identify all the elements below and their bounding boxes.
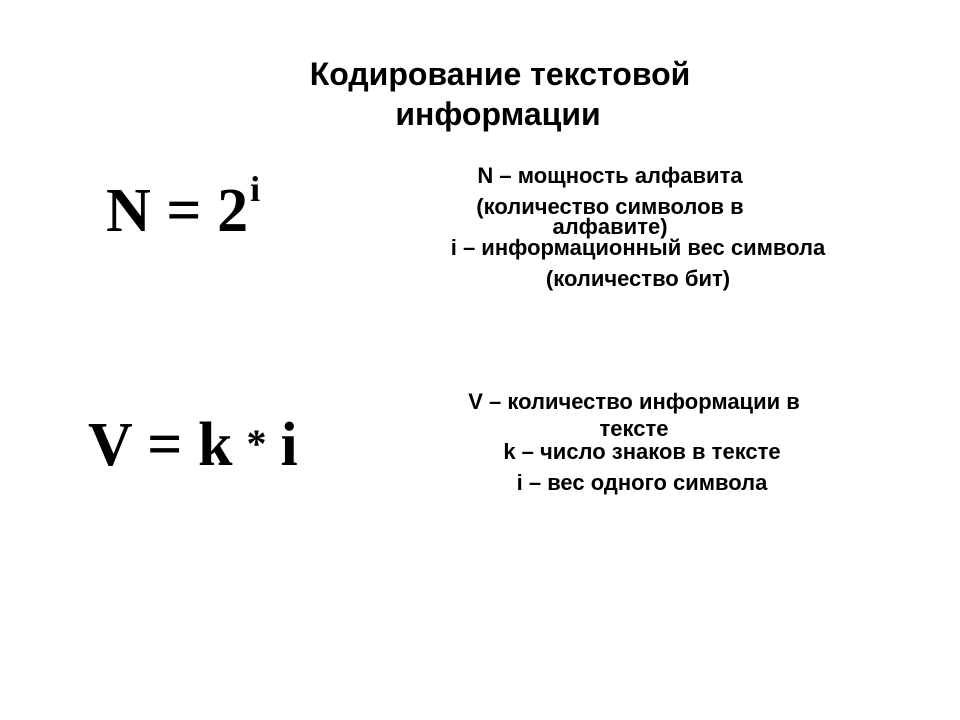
formula-power-of-two bbox=[106, 169, 261, 245]
description-i-line-2: (количество бит) bbox=[545, 266, 731, 291]
description-k-line-1: k – число знаков в тексте bbox=[503, 439, 781, 464]
formula-2-operator: * bbox=[246, 421, 267, 466]
description-i bbox=[398, 232, 878, 294]
description-k bbox=[412, 436, 872, 498]
slide-title bbox=[250, 54, 750, 134]
formula-2-right: i bbox=[280, 411, 298, 479]
formula-1-exponent: i bbox=[250, 169, 261, 209]
description-n-line-3: алфавите) bbox=[552, 214, 668, 239]
description-n bbox=[420, 160, 800, 242]
description-n-line-1: N – мощность алфавита bbox=[477, 163, 743, 188]
formula-1-base: N = 2 bbox=[106, 177, 249, 245]
formula-2-left: V = k bbox=[88, 411, 233, 479]
description-k-line-2: i – вес одного символа bbox=[516, 470, 768, 495]
slide-title-line-2: информации bbox=[395, 96, 601, 132]
description-v-line-2: тексте bbox=[599, 416, 669, 441]
slide-title-line-1: Кодирование текстовой bbox=[309, 56, 691, 92]
description-v-line-1: V – количество информации в bbox=[468, 389, 800, 414]
formula-information-volume bbox=[88, 411, 298, 479]
description-i-line-1: i – информационный вес символа bbox=[450, 235, 826, 260]
description-n-line-2: (количество символов в bbox=[476, 194, 744, 219]
